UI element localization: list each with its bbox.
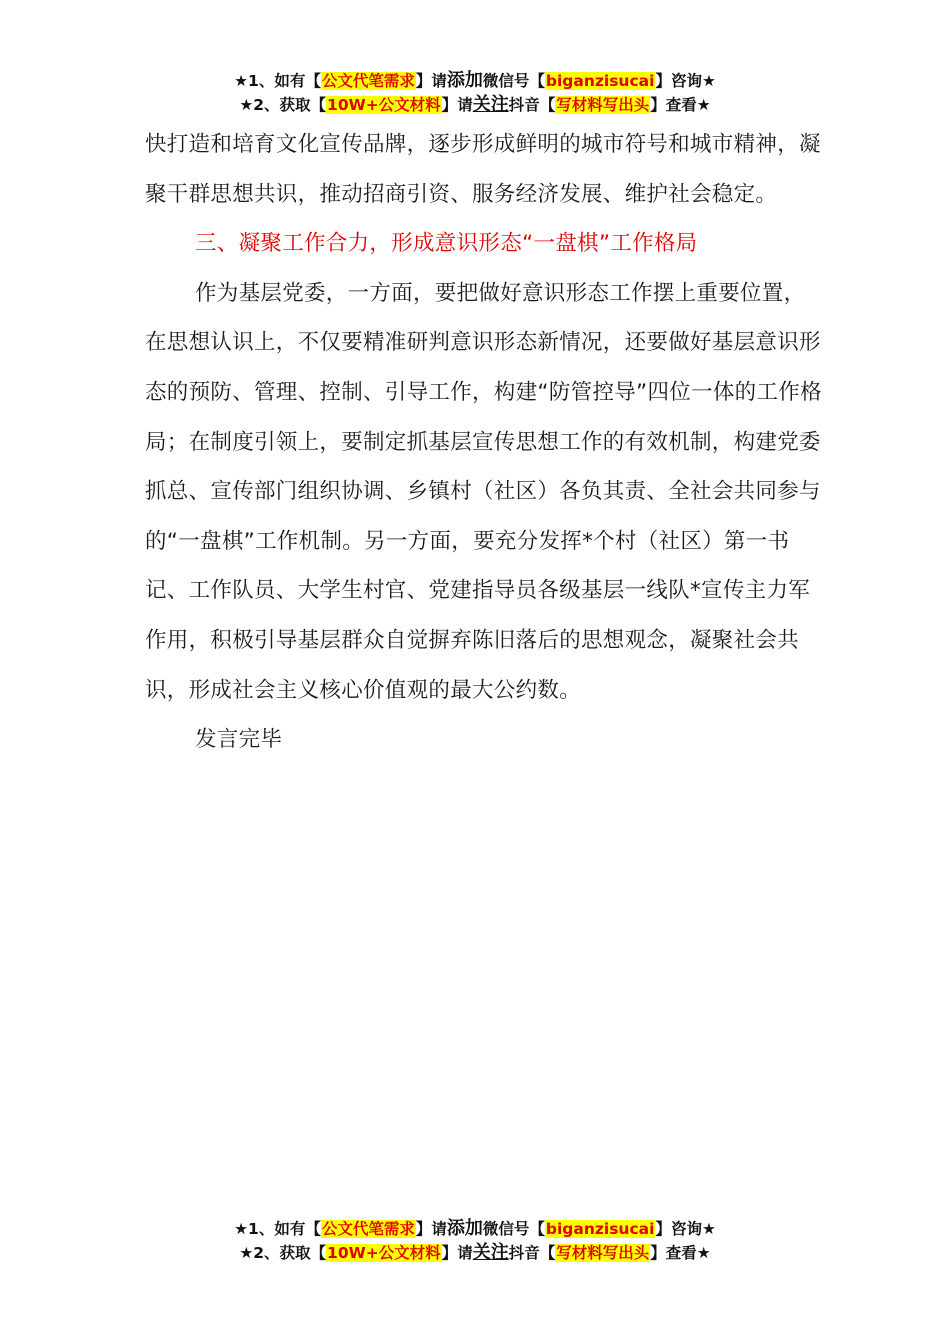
banner-text: ★1、如有【 bbox=[234, 72, 321, 90]
banner-highlight: biganzisucai bbox=[545, 72, 655, 90]
document-body bbox=[145, 120, 825, 765]
section-heading: 三、凝聚工作合力，形成意识形态“一盘棋”工作格局 bbox=[195, 231, 698, 257]
banner-text: 】请 bbox=[415, 72, 447, 90]
banner-highlight: 公文代笔需求 bbox=[321, 72, 415, 90]
banner-line-2 bbox=[0, 93, 950, 117]
banner-emphasis: 关注 bbox=[472, 1242, 509, 1263]
banner-text: 】请 bbox=[441, 96, 473, 114]
banner-highlight: 10W+公文材料 bbox=[327, 96, 441, 114]
banner-emphasis: 关注 bbox=[472, 94, 509, 115]
banner-line-2 bbox=[0, 1241, 950, 1265]
banner-line-1 bbox=[0, 69, 950, 93]
banner-text: ★2、获取【 bbox=[239, 1244, 327, 1262]
banner-text: 抖音【 bbox=[508, 96, 556, 114]
banner-text: 】查看★ bbox=[650, 1244, 711, 1262]
banner-text: 】查看★ bbox=[650, 96, 711, 114]
banner-text: 】咨询★ bbox=[655, 1220, 716, 1238]
banner-text: ★2、获取【 bbox=[239, 96, 327, 114]
closing-remark: 发言完毕 bbox=[195, 727, 283, 753]
banner-highlight: biganzisucai bbox=[545, 1220, 655, 1238]
banner-highlight: 写材料写出头 bbox=[556, 96, 650, 114]
header-banner bbox=[0, 69, 950, 117]
banner-line-1 bbox=[0, 1217, 950, 1241]
banner-text: 】咨询★ bbox=[655, 72, 716, 90]
banner-text: 】请 bbox=[415, 1220, 447, 1238]
banner-text: 微信号【 bbox=[482, 1220, 545, 1238]
banner-text: 】请 bbox=[441, 1244, 473, 1262]
banner-text: ★1、如有【 bbox=[234, 1220, 321, 1238]
banner-highlight: 10W+公文材料 bbox=[327, 1244, 441, 1262]
footer-banner bbox=[0, 1217, 950, 1265]
banner-emphasis: 添加 bbox=[446, 1218, 483, 1239]
banner-highlight: 公文代笔需求 bbox=[321, 1220, 415, 1238]
paragraph-continued: 快打造和培育文化宣传品牌，逐步形成鲜明的城市符号和城市精神，凝聚干群思想共识，推动招商引资、服务经济发展、维护社会稳定。 bbox=[145, 132, 821, 207]
banner-text: 抖音【 bbox=[508, 1244, 556, 1262]
banner-highlight: 写材料写出头 bbox=[556, 1244, 650, 1262]
banner-emphasis: 添加 bbox=[446, 70, 483, 91]
banner-text: 微信号【 bbox=[482, 72, 545, 90]
paragraph-main: 作为基层党委，一方面，要把做好意识形态工作摆上重要位置，在思想认识上，不仅要精准研判意识形态新情况，还要做好基层意识形态的预防、管理、控制、引导工作，构建“防管控导”四位一体的工作格局；在制度引领上，要制定抓基层宣传思想工作的有效机制，构建党委抓总、宣传部门组织协调、乡镇村（社区）各负其责、全社会共同参与的“一盘棋”工作机制。另一方面，要充分发挥*个村（社区）第一书记、工作队员、大学生村官、党建指导员各级基层一线队*宣传主力军作用，积极引导基层群众自觉摒弃陈旧落后的思想观念，凝聚社会共识，形成社会主义核心价值观的最大公约数。 bbox=[145, 280, 822, 703]
